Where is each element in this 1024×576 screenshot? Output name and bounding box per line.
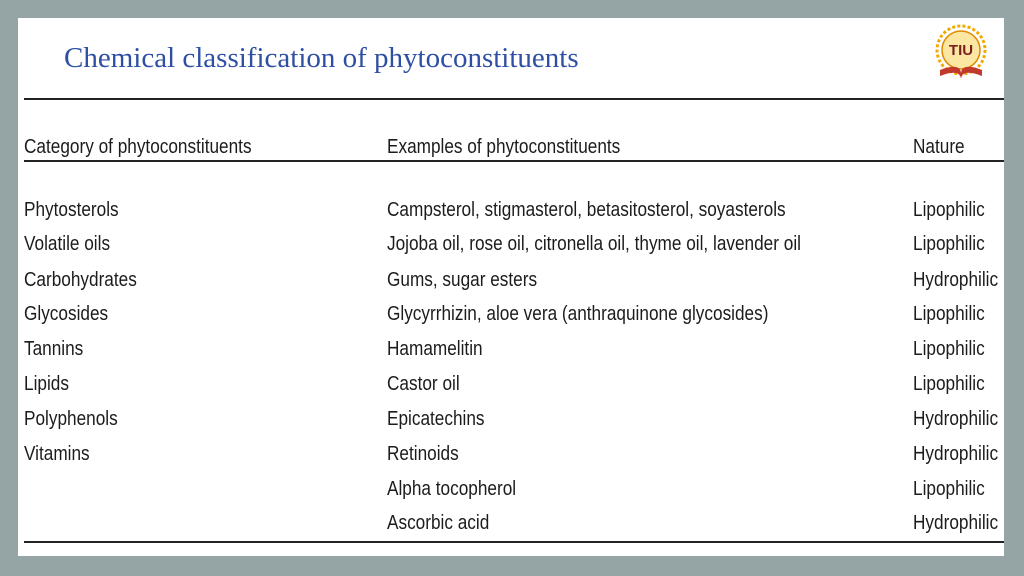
row-category: Polyphenols [24,408,118,430]
row-nature: Lipophilic [913,373,985,395]
table-header-rule [24,160,1004,162]
row-examples: Hamamelitin [387,338,483,360]
row-nature: Lipophilic [913,303,985,325]
header-nature: Nature [913,136,965,158]
row-examples: Glycyrrhizin, aloe vera (anthraquinone glycosides) [387,303,769,325]
row-category: Volatile oils [24,233,111,255]
row-category: Carbohydrates [24,269,137,291]
row-examples: Alpha tocopherol [387,478,517,500]
row-nature: Lipophilic [913,478,985,500]
row-category: Phytosterols [24,199,119,221]
row-nature: Hydrophilic [913,408,999,430]
row-nature: Lipophilic [913,233,985,255]
row-examples: Gums, sugar esters [387,269,538,291]
row-category: Tannins [24,338,84,360]
row-examples: Jojoba oil, rose oil, citronella oil, thyme oil, lavender oil [387,233,801,255]
row-category: Glycosides [24,303,109,325]
header-examples: Examples of phytoconstituents [387,136,621,158]
logo-text: TIU [948,42,974,59]
row-category: Vitamins [24,443,90,465]
row-category: Lipids [24,373,69,395]
table-top-rule [24,98,1004,100]
row-examples: Epicatechins [387,408,485,430]
row-nature: Hydrophilic [913,512,999,534]
classification-table [24,98,1004,556]
header-category: Category of phytoconstituents [24,136,252,158]
row-nature: Hydrophilic [913,269,999,291]
row-nature: Lipophilic [913,199,985,221]
slide-title: Chemical classification of phytoconstituents [64,42,579,74]
row-examples: Ascorbic acid [387,512,490,534]
row-nature: Hydrophilic [913,443,999,465]
row-nature: Lipophilic [913,338,985,360]
university-logo [918,24,1004,86]
slide [18,18,1004,556]
table-bottom-rule [24,541,1004,543]
row-examples: Castor oil [387,373,460,395]
row-examples: Campsterol, stigmasterol, betasitosterol, soyasterols [387,199,786,221]
row-examples: Retinoids [387,443,459,465]
